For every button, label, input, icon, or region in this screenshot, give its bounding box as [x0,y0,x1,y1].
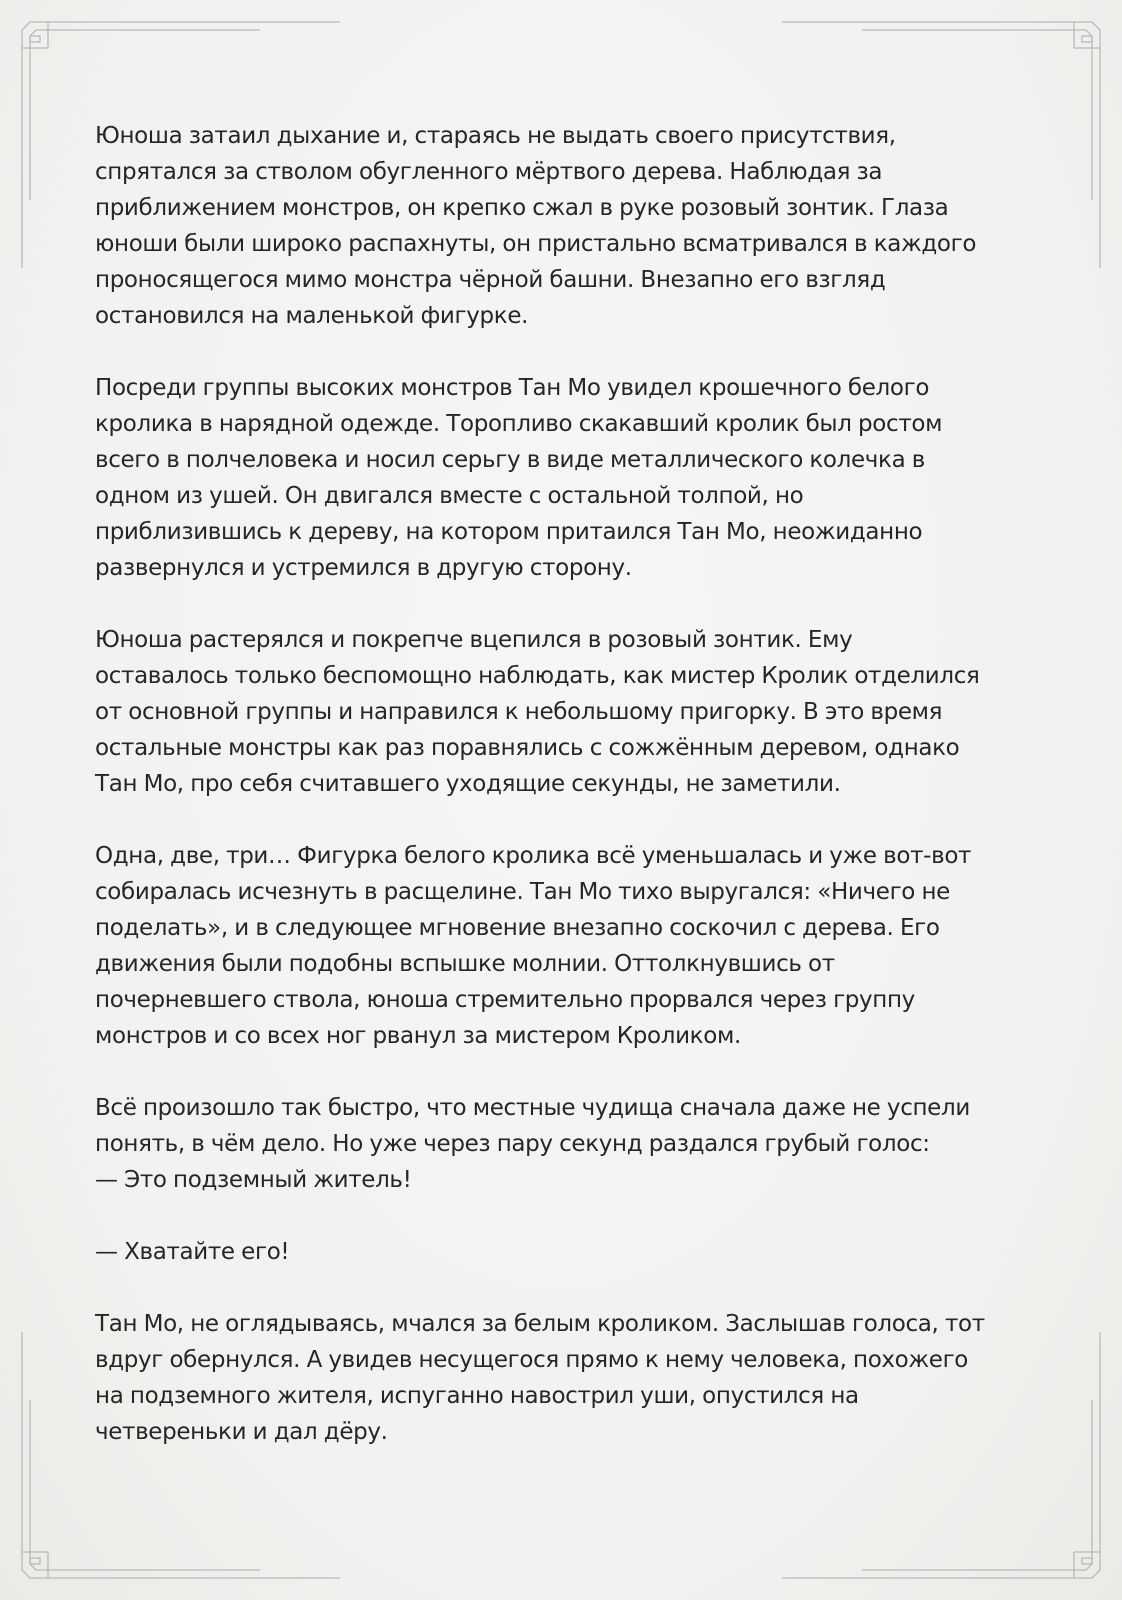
paragraph [95,118,1035,334]
text-line: спрятался за стволом обугленного мёртвого дерева. Наблюдая за [95,159,883,185]
text-line: юноши были широко распахнуты, он пристально всматривался в каждого [95,231,977,257]
paragraph [95,370,1035,586]
paragraph [95,622,1035,802]
text-line: развернулся и устремился в другую сторону. [95,555,632,581]
paragraph [95,1306,1035,1450]
text-line: движения были подобны вспышке молнии. Оттолкнувшись от [95,951,835,977]
paragraph [95,838,1035,1054]
text-line: оставалось только беспомощно наблюдать, как мистер Кролик отделился [95,663,980,689]
text-line: всего в полчеловека и носил серьгу в виде металлического колечка в [95,447,925,473]
dialogue-line: — Это подземный житель! [95,1167,412,1193]
dialogue-line: — Хватайте его! [95,1239,290,1265]
text-line: остановился на маленькой фигурке. [95,303,529,329]
text-line: одном из ушей. Он двигался вместе с остальной толпой, но [95,483,804,509]
text-line: Всё произошло так быстро, что местные чудища сначала даже не успели [95,1095,970,1121]
text-line: от основной группы и направился к небольшому пригорку. В это время [95,699,943,725]
text-line: приближением монстров, он крепко сжал в руке розовый зонтик. Глаза [95,195,949,221]
text-line: почерневшего ствола, юноша стремительно прорвался через группу [95,987,915,1013]
text-line: проносящегося мимо монстра чёрной башни. Внезапно его взгляд [95,267,886,293]
text-line: четвереньки и дал дёру. [95,1419,388,1445]
paragraph [95,1090,1035,1198]
paragraph [95,1234,1035,1270]
text-line: Одна, две, три… Фигурка белого кролика всё уменьшалась и уже вот-вот [95,843,972,869]
text-line: понять, в чём дело. Но уже через пару секунд раздался грубый голос: [95,1131,930,1157]
text-line: собиралась исчезнуть в расщелине. Тан Мо тихо выругался: «Ничего не [95,879,950,905]
text-line: Посреди группы высоких монстров Тан Мо увидел крошечного белого [95,375,930,401]
text-line: вдруг обернулся. А увидев несущегося прямо к нему человека, похожего [95,1347,969,1373]
text-line: монстров и со всех ног рванул за мистером Кроликом. [95,1023,741,1049]
text-line: кролика в нарядной одежде. Торопливо скакавший кролик был ростом [95,411,943,437]
text-line: на подземного жителя, испуганно навострил уши, опустился на [95,1383,859,1409]
text-line: приблизившись к дереву, на котором притаился Тан Мо, неожиданно [95,519,923,545]
text-line: поделать», и в следующее мгновение внезапно соскочил с дерева. Его [95,915,940,941]
chapter-text [95,118,1035,1450]
text-line: Юноша затаил дыхание и, стараясь не выдать своего присутствия, [95,123,896,149]
text-line: остальные монстры как раз поравнялись с сожжённым деревом, однако [95,735,960,761]
text-line: Тан Мо, про себя считавшего уходящие секунды, не заметили. [95,771,841,797]
text-line: Тан Мо, не оглядываясь, мчался за белым кроликом. Заслышав голоса, тот [95,1311,985,1337]
text-line: Юноша растерялся и покрепче вцепился в розовый зонтик. Ему [95,627,853,653]
